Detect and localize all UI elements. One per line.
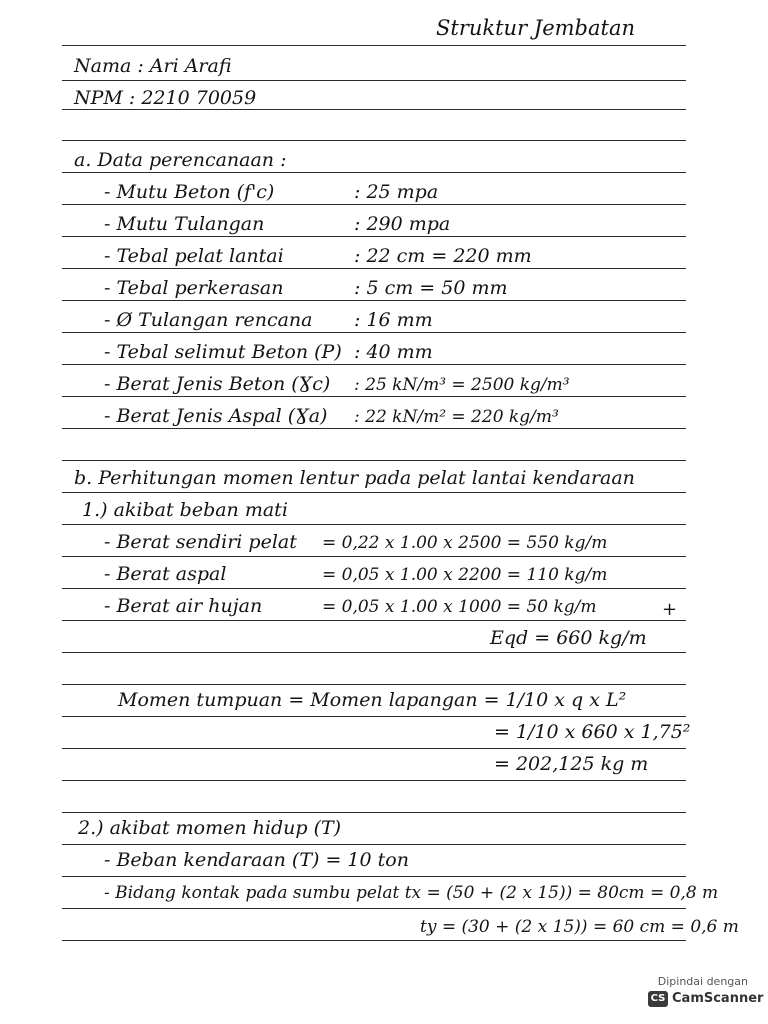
- load-label: - Berat sendiri pelat: [104, 531, 297, 553]
- ruled-line: [62, 492, 686, 493]
- load-label: - Berat aspal: [104, 563, 227, 585]
- section-a-heading: a. Data perencanaan :: [74, 149, 287, 171]
- data-label: - Tebal pelat lantai: [104, 245, 284, 267]
- total-load: Eqd = 660 kg/m: [490, 627, 647, 649]
- ruled-line: [62, 844, 686, 845]
- moment-result: = 202,125 kg m: [494, 753, 649, 775]
- data-value: : 25 kN/m³ = 2500 kg/m³: [354, 375, 570, 395]
- load-label: - Berat air hujan: [104, 595, 263, 617]
- ruled-line: [62, 588, 686, 589]
- data-label: - Tebal selimut Beton (P): [104, 341, 342, 363]
- data-value: : 25 mpa: [354, 181, 439, 203]
- load-value: = 0,05 x 1.00 x 1000 = 50 kg/m: [322, 597, 597, 617]
- moment-formula: Momen tumpuan = Momen lapangan = 1/10 x q x L²: [118, 689, 627, 711]
- ruled-line: [62, 748, 686, 749]
- data-label: - Berat Jenis Aspal (Ɣa): [104, 405, 328, 427]
- ruled-line: [62, 140, 686, 141]
- ruled-line: [62, 45, 686, 46]
- ruled-line: [62, 172, 686, 173]
- live-load-row: - Beban kendaraan (T) = 10 ton: [104, 849, 409, 871]
- ruled-line: [62, 204, 686, 205]
- load-value: = 0,05 x 1.00 x 2200 = 110 kg/m: [322, 565, 608, 585]
- data-label: - Berat Jenis Beton (Ɣc): [104, 373, 331, 395]
- ruled-line: [62, 716, 686, 717]
- data-value: : 290 mpa: [354, 213, 451, 235]
- ruled-line: [62, 620, 686, 621]
- camscanner-logo-icon: CS: [648, 991, 668, 1007]
- ruled-line: [62, 364, 686, 365]
- load-value: = 0,22 x 1.00 x 2500 = 550 kg/m: [322, 533, 608, 553]
- ruled-line: [62, 908, 686, 909]
- student-npm: NPM : 2210 70059: [74, 87, 257, 109]
- ruled-line: [62, 812, 686, 813]
- data-label: - Ø Tulangan rencana: [104, 309, 313, 331]
- subsection-2-heading: 2.) akibat momen hidup (T): [78, 817, 342, 839]
- ruled-line: [62, 652, 686, 653]
- data-value: : 40 mm: [354, 341, 433, 363]
- sum-plus-sign: +: [662, 599, 678, 620]
- data-value: : 5 cm = 50 mm: [354, 277, 508, 299]
- ruled-line: [62, 460, 686, 461]
- ruled-line: [62, 300, 686, 301]
- data-value: : 22 kN/m² = 220 kg/m³: [354, 407, 559, 427]
- subsection-1-heading: 1.) akibat beban mati: [82, 499, 288, 521]
- data-value: : 16 mm: [354, 309, 433, 331]
- moment-substitution: = 1/10 x 660 x 1,75²: [494, 721, 691, 743]
- data-label: - Mutu Beton (f'c): [104, 181, 275, 203]
- ruled-line: [62, 684, 686, 685]
- student-name: Nama : Ari Arafi: [74, 55, 232, 77]
- page-title: Struktur Jembatan: [436, 16, 635, 40]
- data-value: : 22 cm = 220 mm: [354, 245, 532, 267]
- ruled-line: [62, 268, 686, 269]
- ruled-line: [62, 332, 686, 333]
- section-b-heading: b. Perhitungan momen lentur pada pelat lantai kendaraan: [74, 467, 635, 489]
- contact-area-row: - Bidang kontak pada sumbu pelat tx = (50 + (2 x 15)) = 80cm = 0,8 m: [104, 883, 719, 903]
- watermark-caption: Dipindai dengan: [657, 975, 748, 988]
- ruled-line: [62, 940, 686, 941]
- watermark-brand: CamScanner: [672, 991, 764, 1006]
- ruled-line: [62, 236, 686, 237]
- ruled-line: [62, 80, 686, 81]
- ruled-line: [62, 524, 686, 525]
- camscanner-watermark: [644, 975, 764, 1011]
- ruled-line: [62, 780, 686, 781]
- contact-area-ty: ty = (30 + (2 x 15)) = 60 cm = 0,6 m: [420, 917, 739, 937]
- data-label: - Mutu Tulangan: [104, 213, 265, 235]
- ruled-line: [62, 556, 686, 557]
- data-label: - Tebal perkerasan: [104, 277, 284, 299]
- ruled-line: [62, 876, 686, 877]
